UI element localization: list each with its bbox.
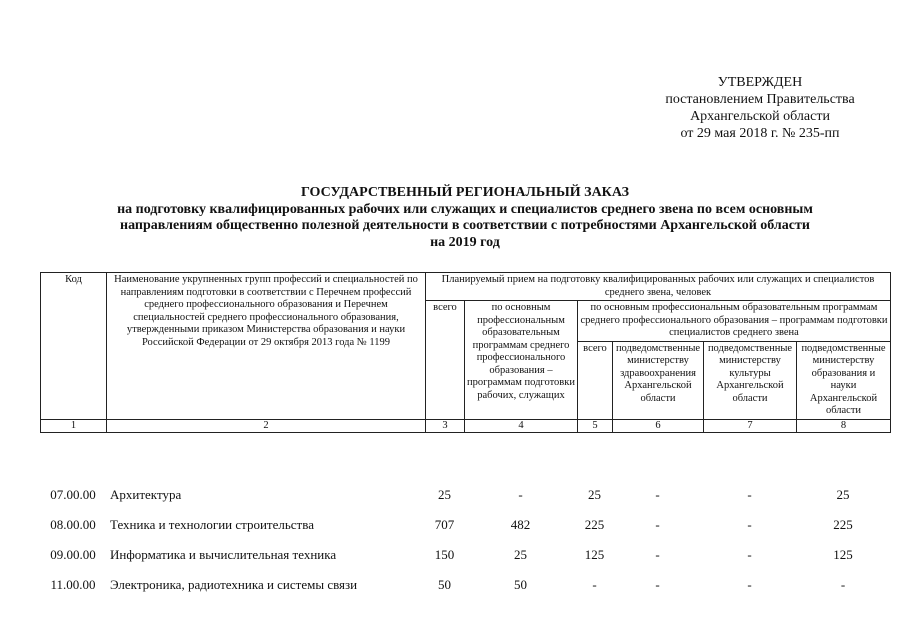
cell-health: - <box>655 517 660 532</box>
title-line: на 2019 год <box>430 234 500 250</box>
cell-workers: - <box>518 487 523 502</box>
cell-spec-total: 25 <box>588 487 601 502</box>
data-table <box>40 480 890 600</box>
cell-total: 150 <box>434 547 455 562</box>
table-row <box>40 540 890 570</box>
header-education: подведомственные министерству образования и науки Архангельской области <box>797 341 891 419</box>
cell-workers: 25 <box>514 547 527 562</box>
cell-name: Техника и технологии строительства <box>110 517 314 532</box>
cell-health: - <box>655 577 660 592</box>
cell-spec-total: 225 <box>584 517 605 532</box>
cell-health: - <box>655 487 660 502</box>
cell-name: Электроника, радиотехника и системы связи <box>110 577 358 592</box>
column-number: 8 <box>797 419 891 432</box>
header-workers: по основным профессиональным образовательным программам среднего профессионального образования – программам подготовки рабочих, служащих <box>465 301 578 420</box>
cell-total: 25 <box>438 487 451 502</box>
header-total: всего <box>426 301 465 420</box>
approval-date: от 29 мая 2018 г. № 235-пп <box>680 126 840 141</box>
header-spec-total: всего <box>578 341 613 419</box>
cell-spec-total: - <box>592 577 597 592</box>
column-number: 3 <box>426 419 465 432</box>
header-planned: Планируемый прием на подготовку квалифицированных рабочих или служащих и специалистов среднего звена, человек <box>426 273 891 301</box>
column-number: 2 <box>107 419 426 432</box>
document-title <box>40 185 890 251</box>
approval-line: постановлением Правительства <box>665 92 855 107</box>
cell-code: 09.00.00 <box>50 547 96 562</box>
cell-health: - <box>655 547 660 562</box>
cell-culture: - <box>747 487 752 502</box>
column-number: 6 <box>613 419 704 432</box>
column-number: 4 <box>465 419 578 432</box>
cell-code: 11.00.00 <box>50 577 96 592</box>
header-culture: подведомственные министерству культуры Архангельской области <box>704 341 797 419</box>
table-header <box>40 272 891 433</box>
cell-education: 225 <box>833 517 853 532</box>
header-health: подведомственные министерству здравоохранения Архангельской области <box>613 341 704 419</box>
approval-heading: УТВЕРЖДЕН <box>717 75 803 90</box>
title-line: ГОСУДАРСТВЕННЫЙ РЕГИОНАЛЬНЫЙ ЗАКАЗ <box>300 185 629 200</box>
column-number: 7 <box>704 419 797 432</box>
cell-spec-total: 125 <box>584 547 605 562</box>
cell-education: 125 <box>833 547 853 562</box>
cell-code: 07.00.00 <box>50 487 96 502</box>
cell-education: - <box>840 577 846 592</box>
cell-culture: - <box>747 517 752 532</box>
approval-block <box>640 74 880 142</box>
header-specialists: по основным профессиональным образовательным программам среднего профессионального образования – программам подготовки специалистов среднего звена <box>578 301 891 342</box>
cell-workers: 482 <box>510 517 531 532</box>
approval-line: Архангельской области <box>690 109 830 124</box>
header-code: Код <box>41 273 107 420</box>
column-number: 1 <box>41 419 107 432</box>
cell-education: 25 <box>836 487 850 502</box>
title-line: направлениям общественно полезной деятельности в соответствии с потребностями Архангельской области <box>120 218 810 233</box>
cell-culture: - <box>747 547 752 562</box>
title-line: на подготовку квалифицированных рабочих или служащих и специалистов среднего звена по всем основным <box>117 201 813 217</box>
cell-total: 50 <box>438 577 451 592</box>
cell-total: 707 <box>434 517 455 532</box>
cell-code: 08.00.00 <box>50 517 96 532</box>
header-name: Наименование укрупненных групп профессий и специальностей по направлениям подготовки в соответствии с Перечнем профессий среднего профессионального образования и Перечнем специальностей среднего профессионального образования, утвержденными приказом Министерства образования и науки Российской Федерации от 29 октября 2013 года № 1199 <box>107 273 426 420</box>
cell-name: Архитектура <box>110 487 182 502</box>
table-row <box>40 570 890 600</box>
cell-workers: 50 <box>514 577 527 592</box>
cell-name: Информатика и вычислительная техника <box>110 547 337 562</box>
cell-culture: - <box>747 577 752 592</box>
table-row <box>40 510 890 540</box>
column-number: 5 <box>578 419 613 432</box>
table-row <box>40 480 890 510</box>
